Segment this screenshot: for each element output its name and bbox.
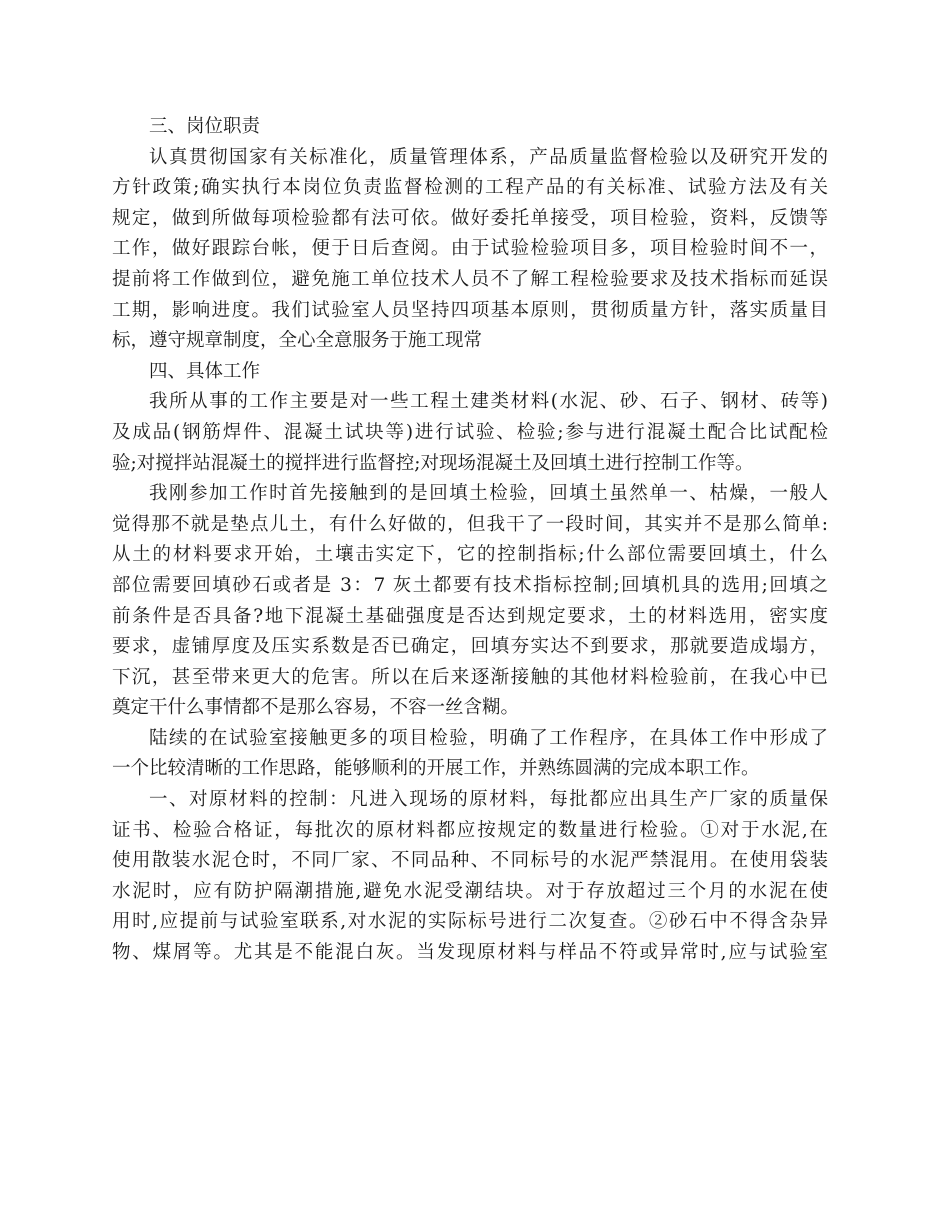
paragraph-line: 标，遵守规章制度，全心全意服务于施工现常 bbox=[112, 330, 483, 352]
paragraph-line: 用时,应提前与试验室联系,对水泥的实际标号进行二次复查。②砂石中不得含杂异 bbox=[112, 911, 828, 933]
paragraph-line: 工作，做好跟踪台帐，便于日后查阅。由于试验检验项目多，项目检验时间不一， bbox=[112, 238, 828, 260]
paragraph-line: 及成品(钢筋焊件、混凝土试块等)进行试验、检验;参与进行混凝土配合比试配检 bbox=[112, 421, 828, 443]
paragraph-line: 部位需要回填砂石或者是 3：7 灰土都要有技术指标控制;回填机具的选用;回填之 bbox=[112, 574, 828, 596]
paragraph-line: 一、对原材料的控制：凡进入现场的原材料，每批都应出具生产厂家的质量保 bbox=[149, 789, 828, 811]
paragraph-line: 规定，做到所做每项检验都有法可依。做好委托单接受，项目检验，资料，反馈等 bbox=[112, 207, 828, 229]
paragraph-line: 工期，影响进度。我们试验室人员坚持四项基本原则，贯彻质量方针，落实质量目 bbox=[112, 299, 828, 321]
paragraph-line: 奠定干什么事情都不是那么容易，不容一丝含糊。 bbox=[112, 697, 520, 719]
paragraph-line: 水泥时，应有防护隔潮措施,避免水泥受潮结块。对于存放超过三个月的水泥在使 bbox=[112, 880, 828, 902]
paragraph-line: 我所从事的工作主要是对一些工程土建类材料(水泥、砂、石子、钢材、砖等) bbox=[149, 391, 828, 413]
paragraph-line: 物、煤屑等。尤其是不能混白灰。当发现原材料与样品不符或异常时,应与试验室 bbox=[112, 942, 828, 964]
document-page bbox=[112, 112, 828, 969]
paragraph-line: 我刚参加工作时首先接触到的是回填土检验，回填土虽然单一、枯燥，一般人 bbox=[149, 483, 828, 505]
paragraph-line: 证书、检验合格证，每批次的原材料都应按规定的数量进行检验。①对于水泥,在 bbox=[112, 819, 828, 841]
paragraph-line: 要求，虚铺厚度及压实系数是否已确定，回填夯实达不到要求，那就要造成塌方， bbox=[112, 636, 828, 658]
paragraph-line: 使用散装水泥仓时，不同厂家、不同品种、不同标号的水泥严禁混用。在使用袋装 bbox=[112, 850, 828, 872]
paragraph-line: 验;对搅拌站混凝土的搅拌进行监督控;对现场混凝土及回填土进行控制工作等。 bbox=[112, 452, 754, 474]
section-heading-duties: 三、岗位职责 bbox=[149, 116, 261, 137]
paragraph-line: 提前将工作做到位，避免施工单位技术人员不了解工程检验要求及技术指标而延误 bbox=[112, 268, 828, 290]
paragraph-line: 方针政策;确实执行本岗位负责监督检测的工程产品的有关标准、试验方法及有关 bbox=[112, 177, 828, 199]
paragraph-line: 陆续的在试验室接触更多的项目检验，明确了工作程序，在具体工作中形成了 bbox=[149, 727, 828, 749]
paragraph-line: 下沉，甚至带来更大的危害。所以在后来逐渐接触的其他材料检验前，在我心中已 bbox=[112, 666, 828, 688]
paragraph-line: 觉得那不就是垫点儿土，有什么好做的，但我干了一段时间，其实并不是那么简单: bbox=[112, 513, 828, 535]
paragraph-line: 一个比较清晰的工作思路，能够顺利的开展工作，并熟练圆满的完成本职工作。 bbox=[112, 758, 760, 780]
section-heading-work: 四、具体工作 bbox=[149, 360, 261, 382]
paragraph-line: 前条件是否具备?地下混凝土基础强度是否达到规定要求，土的材料选用，密实度 bbox=[112, 605, 828, 627]
paragraph-line: 从土的材料要求开始，土壤击实定下，它的控制指标;什么部位需要回填土，什么 bbox=[112, 544, 828, 566]
paragraph-line: 认真贯彻国家有关标准化，质量管理体系，产品质量监督检验以及研究开发的 bbox=[149, 146, 828, 168]
